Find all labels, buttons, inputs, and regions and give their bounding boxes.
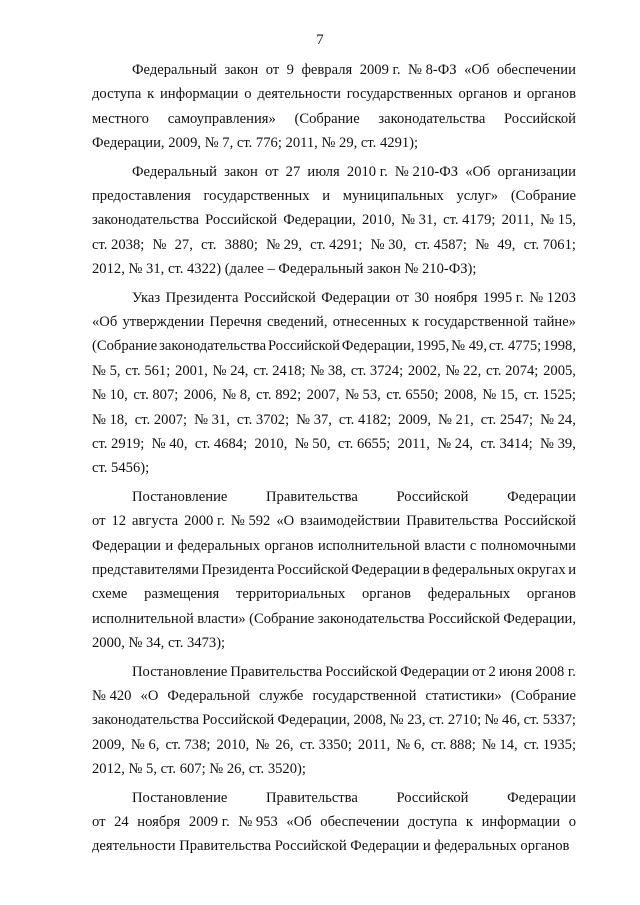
word: № <box>475 236 490 253</box>
text-line <box>92 456 576 480</box>
word: ст. 2038; <box>92 236 145 253</box>
word: исполнительной <box>318 537 420 554</box>
word: ст. 2547; <box>480 411 534 428</box>
word: ст. 3414; <box>480 436 533 452</box>
word: 2006, <box>183 387 217 404</box>
word: услуг» <box>456 188 499 204</box>
word: государственной <box>312 688 417 704</box>
word: № 24, <box>540 411 576 428</box>
word: (Собрание <box>510 688 576 704</box>
word: доступа <box>92 86 142 103</box>
word: власти <box>424 537 466 554</box>
word: от <box>472 663 486 680</box>
word: 2 <box>488 663 496 680</box>
word: 2011, <box>501 212 534 229</box>
word: федеральных <box>432 562 515 578</box>
word: (Собрание <box>249 610 315 627</box>
word: к <box>147 86 155 103</box>
text-line <box>92 708 576 732</box>
word: 24 <box>114 814 129 830</box>
word: о <box>244 86 252 103</box>
word: ст. 4291; <box>310 236 363 253</box>
page-number: 7 <box>316 32 324 48</box>
word: самоуправления» <box>167 110 276 127</box>
word: 2000 г. <box>184 513 225 530</box>
word: Российской <box>396 789 469 806</box>
word: размещения <box>144 586 220 603</box>
word: ст. 3350; <box>299 736 352 753</box>
word: № 10, <box>92 387 128 404</box>
word: № <box>152 236 167 253</box>
word: взаимодействии <box>300 513 401 530</box>
word: Правительства <box>266 488 358 505</box>
word: 2010, <box>254 436 288 452</box>
word: схеме <box>92 586 128 603</box>
word: № 49, <box>451 338 487 355</box>
word: округах <box>517 562 566 578</box>
text-line <box>92 310 576 334</box>
word: законодательства <box>92 712 199 729</box>
word: ст. 2074; <box>486 362 539 379</box>
word: Российской <box>396 488 469 505</box>
word: от <box>265 163 279 180</box>
word: № 8, <box>222 387 251 404</box>
text-line <box>92 509 576 533</box>
word: № 53, <box>344 387 381 404</box>
word: № 210-ФЗ <box>394 163 459 180</box>
word: обеспечении <box>496 62 576 78</box>
word: ноября <box>434 289 478 306</box>
word: федеральных <box>177 537 261 554</box>
word: ноября <box>137 814 181 830</box>
word: Правительства <box>406 513 499 530</box>
word: «Об <box>464 62 490 78</box>
word: и <box>322 188 331 204</box>
word: № 15, <box>482 387 519 404</box>
word: органов <box>526 586 576 603</box>
text-line <box>92 184 576 208</box>
word: 27, <box>174 236 193 253</box>
word: ст. 1935; <box>523 736 576 753</box>
word: Российской <box>268 338 340 355</box>
word: Перечня <box>209 314 262 330</box>
word: Федеральный <box>132 163 217 180</box>
text-line <box>132 660 576 684</box>
word: информации <box>160 86 239 103</box>
word: информации <box>481 814 561 830</box>
word: № 1203 <box>529 289 576 306</box>
text-line <box>92 257 576 281</box>
word: «О <box>140 688 159 704</box>
word: 2000, № 34, ст. 3473); <box>92 635 226 652</box>
word: от <box>265 62 280 78</box>
text-line <box>92 208 576 232</box>
word: 26, <box>275 736 294 753</box>
word: 1998, <box>543 338 576 355</box>
word: № 23, <box>389 712 426 729</box>
word: № 29, <box>266 236 302 253</box>
word: с <box>469 537 477 554</box>
word: государственных <box>346 86 453 103</box>
word: ст. 4684; <box>194 436 248 452</box>
word: 2009 г. <box>359 62 401 78</box>
word: № 46, <box>484 712 521 729</box>
text-line <box>92 82 576 106</box>
word: Президента <box>165 289 239 306</box>
word: ст. 6655; <box>337 436 391 452</box>
word: 27 <box>285 163 301 180</box>
word: о <box>568 814 576 830</box>
word: № 953 <box>238 814 278 830</box>
word: № 38, <box>310 362 347 379</box>
word: доступа <box>407 814 458 830</box>
word: от <box>92 814 106 830</box>
word: № 24, <box>212 362 249 379</box>
word: ст. <box>201 236 217 253</box>
word: № 5, <box>92 362 121 379</box>
text-line <box>92 631 576 655</box>
word: власти» <box>197 610 246 627</box>
word: (Собрание <box>510 188 576 204</box>
word: Российской <box>504 110 576 127</box>
word: № 6, <box>130 736 160 753</box>
word: 30 <box>414 289 430 306</box>
word: Федерации, <box>283 212 356 229</box>
word: № 31, <box>194 411 230 428</box>
word: Федерации <box>400 663 470 680</box>
word: обеспечении <box>320 814 400 830</box>
text-line <box>92 834 576 858</box>
word: органов <box>526 86 576 103</box>
word: Российской <box>205 212 278 229</box>
word: 49, <box>497 236 516 253</box>
word: государственной <box>424 314 529 330</box>
word: 2011, <box>397 436 430 452</box>
word: Федерации, <box>341 338 415 355</box>
word: 2009, <box>398 411 432 428</box>
word: Российской <box>243 289 316 306</box>
word: закон <box>224 163 258 180</box>
word: утверждении <box>122 314 205 330</box>
word: № <box>255 736 270 753</box>
word: от <box>92 513 106 530</box>
text-line <box>92 607 576 631</box>
word: ст. 4179; <box>443 212 496 229</box>
word: федеральных <box>434 838 517 855</box>
word: ст. 4182; <box>338 411 392 428</box>
word: № 18, <box>92 411 128 428</box>
text-line <box>92 107 576 131</box>
word: Федерации <box>507 488 576 505</box>
word: органов <box>264 537 314 554</box>
word: 2002, <box>407 362 441 379</box>
word: ст. 2919; <box>92 436 145 452</box>
word: Российской <box>202 712 275 729</box>
word: 2001, <box>175 362 208 379</box>
text-line <box>92 383 576 407</box>
word: ст. 892; <box>256 387 302 404</box>
word: сведений, <box>266 314 328 330</box>
word: законодательства <box>159 338 267 355</box>
word: ст. 2007; <box>134 411 188 428</box>
word: 9 <box>286 62 294 78</box>
word: деятельности <box>92 838 176 855</box>
word: и <box>165 537 174 554</box>
word: муниципальных <box>342 188 444 204</box>
word: ст. 738; <box>165 736 211 753</box>
word: ст. 3702; <box>236 411 290 428</box>
word: отнесенных <box>332 314 407 330</box>
word: Правительства <box>266 789 358 806</box>
word: ст. 4775; <box>488 338 542 355</box>
word: Российской <box>276 562 349 578</box>
word: законодательства <box>92 212 199 229</box>
word: 3880; <box>224 236 258 253</box>
word: к <box>411 314 420 330</box>
word: 2008 г. <box>535 663 576 680</box>
word: Российской <box>504 513 576 530</box>
word: ст. 3724; <box>350 362 404 379</box>
word: 2012, № 5, ст. 607; № 26, ст. 3520); <box>92 761 306 778</box>
word: 12 <box>111 513 127 530</box>
text-line <box>92 408 576 432</box>
word: Постановление <box>132 789 228 806</box>
word: 2008, <box>444 387 477 404</box>
word: органов <box>361 586 412 603</box>
word: (Собрание <box>92 338 158 355</box>
word: представителями <box>92 562 199 578</box>
word: Постановление <box>132 488 228 505</box>
word: к <box>465 814 473 830</box>
word: августа <box>131 513 179 530</box>
text-line <box>92 757 576 781</box>
word: Российской <box>325 663 398 680</box>
word: № 50, <box>294 436 331 452</box>
text-line <box>92 582 576 606</box>
text-line <box>132 485 576 509</box>
word: закон <box>224 62 259 78</box>
word: Указ <box>132 289 161 306</box>
word: предоставления <box>92 188 191 204</box>
word: (Собрание <box>294 110 360 127</box>
word: 2008, <box>353 712 387 729</box>
text-line <box>92 534 576 558</box>
word: 2010 г. <box>346 163 388 180</box>
word: Правительства <box>179 838 272 855</box>
word: 2005, <box>543 362 576 379</box>
word: Федерации <box>350 838 420 855</box>
word: ст. 1525; <box>523 387 576 404</box>
word: № 31, <box>401 212 437 229</box>
word: Федерации <box>321 289 391 306</box>
word: государственных <box>203 188 310 204</box>
word: Президента <box>201 562 275 578</box>
word: и <box>568 562 576 578</box>
word: 2007, <box>306 387 340 404</box>
word: № 24, <box>437 436 474 452</box>
word: «О <box>276 513 295 530</box>
word: статистики» <box>425 688 502 704</box>
word: № 39, <box>540 436 576 452</box>
word: Российской <box>428 610 500 627</box>
word: от <box>395 289 410 306</box>
word: № 15, <box>540 212 576 229</box>
word: органов <box>458 86 508 103</box>
word: тайне» <box>533 314 576 330</box>
word: 1995 г. <box>482 289 524 306</box>
word: № 592 <box>230 513 271 530</box>
word: № 40, <box>151 436 188 452</box>
word: ст. 2418; <box>253 362 306 379</box>
word: исполнительной <box>92 610 194 627</box>
word: № 14, <box>481 736 518 753</box>
word: и <box>422 838 431 855</box>
word: июня <box>498 663 533 680</box>
word: № 420 <box>92 688 132 704</box>
word: июля <box>307 163 340 180</box>
word: 2009, <box>92 736 125 753</box>
word: № 6, <box>396 736 425 753</box>
word: № 37, <box>296 411 332 428</box>
word: № 21, <box>438 411 474 428</box>
word: Федерации, <box>503 610 576 627</box>
word: 2010, <box>362 212 395 229</box>
word: федеральных <box>427 586 511 603</box>
word: № 22, <box>445 362 482 379</box>
word: ст. 4587; <box>414 236 467 253</box>
text-line <box>92 558 576 582</box>
word: ст. 5337; <box>523 712 576 729</box>
word: № 30, <box>370 236 407 253</box>
text-line <box>92 684 576 708</box>
word: службе <box>258 688 304 704</box>
word: 2012, № 31, ст. 4322) (далее – Федеральный закон № 210-ФЗ); <box>92 261 477 278</box>
word: ст. 6550; <box>386 387 439 404</box>
word: полномочными <box>480 537 576 554</box>
word: Российской <box>274 838 347 855</box>
word: Федерации <box>92 537 161 554</box>
word: «Об <box>92 314 118 330</box>
word: деятельности <box>257 86 341 103</box>
word: органов <box>520 838 570 855</box>
word: ст. 5456); <box>92 460 150 477</box>
text-line <box>92 131 576 155</box>
text-line <box>132 786 576 810</box>
word: Федеральной <box>167 688 250 704</box>
word: 1995, <box>416 338 450 355</box>
word: ст. 561; <box>125 362 171 379</box>
word: Правительства <box>230 663 323 680</box>
word: Федерации <box>507 789 576 806</box>
word: ст. 7061; <box>523 236 576 253</box>
word: Федерации, <box>277 712 351 729</box>
word: 2011, <box>357 736 391 753</box>
word: ст. 2710; <box>428 712 482 729</box>
word: Постановление <box>132 663 228 680</box>
word: Федеральный <box>132 62 217 78</box>
word: в <box>422 562 430 578</box>
word: Федерации <box>351 562 421 578</box>
word: 2010, <box>216 736 250 753</box>
text-line <box>132 286 576 310</box>
text-line <box>92 359 576 383</box>
word: законодательства <box>378 110 486 127</box>
word: ст. 888; <box>430 736 476 753</box>
word: и <box>513 86 522 103</box>
word: организации <box>497 163 576 180</box>
word: «Об <box>286 814 312 830</box>
text-line <box>92 810 576 834</box>
word: законодательства <box>317 610 425 627</box>
text-line <box>132 160 576 184</box>
text-line <box>92 334 576 358</box>
word: ст. 807; <box>133 387 179 404</box>
word: февраля <box>301 62 353 78</box>
word: № 8-ФЗ <box>408 62 457 78</box>
word: местного <box>92 110 149 127</box>
text-line <box>92 233 576 257</box>
word: территориальных <box>235 586 346 603</box>
word: «Об <box>465 163 491 180</box>
word: Федерации, 2009, № 7, ст. 776; 2011, № 29, ст. 4291); <box>92 135 419 152</box>
text-line <box>92 733 576 757</box>
text-line <box>132 58 576 82</box>
word: 2009 г. <box>188 814 230 830</box>
text-line <box>92 432 576 456</box>
